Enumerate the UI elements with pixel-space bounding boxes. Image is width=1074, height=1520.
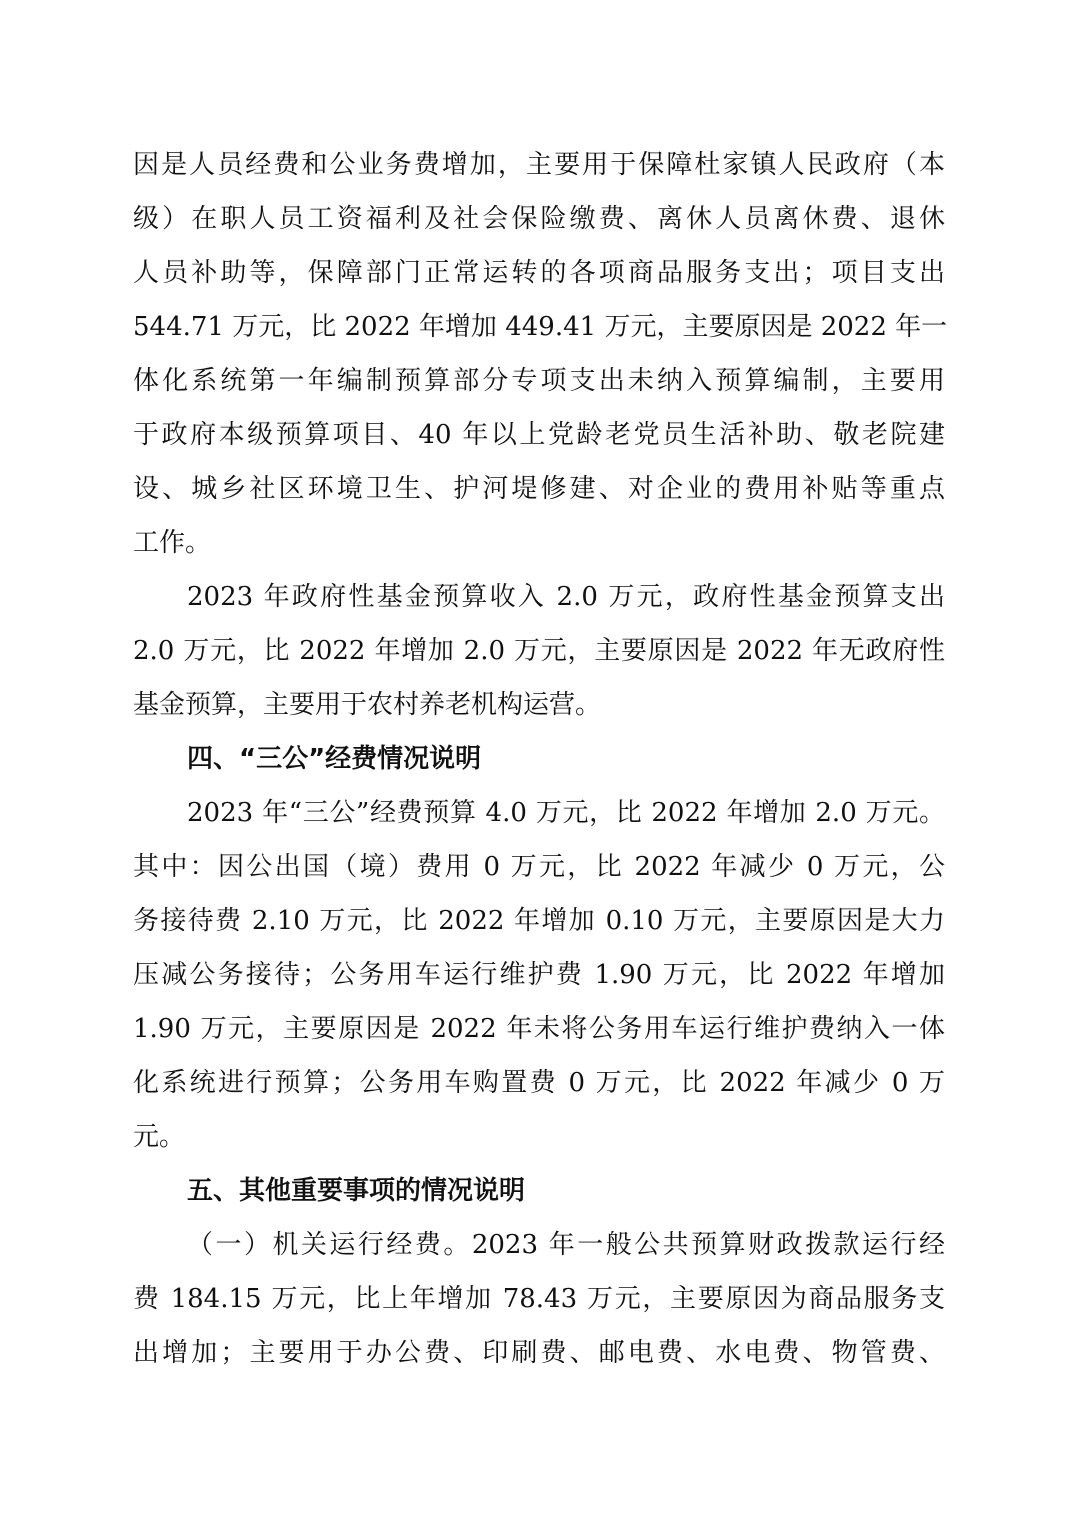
text-line: 出增加；主要用于办公费、印刷费、邮电费、水电费、物管费、 [133, 1338, 945, 1368]
text-line: 工作。 [133, 528, 212, 558]
text-line: 因是人员经费和公业务费增加，主要用于保障杜家镇人民政府（本 [133, 150, 945, 180]
text-line: 于政府本级预算项目、40 年以上党龄老党员生活补助、敬老院建 [133, 420, 945, 450]
text-line: 544.71 万元，比 2022 年增加 449.41 万元，主要原因是 2022 年一 [133, 312, 948, 342]
text-line: 元。 [133, 1122, 186, 1152]
text-line: （一）机关运行经费。2023 年一般公共预算财政拨款运行经 [187, 1230, 945, 1260]
section-heading: 四、“三公”经费情况说明 [187, 744, 482, 774]
section-heading: 五、其他重要事项的情况说明 [187, 1176, 526, 1206]
text-line: 2.0 万元，比 2022 年增加 2.0 万元，主要原因是 2022 年无政府性 [133, 636, 945, 666]
text-line: 设、城乡社区环境卫生、护河堤修建、对企业的费用补贴等重点 [133, 474, 945, 504]
text-line: 2023 年政府性基金预算收入 2.0 万元，政府性基金预算支出 [187, 582, 945, 612]
text-line: 体化系统第一年编制预算部分专项支出未纳入预算编制，主要用 [133, 366, 945, 396]
text-line: 费 184.15 万元，比上年增加 78.43 万元，主要原因为商品服务支 [133, 1284, 945, 1314]
text-line: 级）在职人员工资福利及社会保险缴费、离休人员离休费、退休 [133, 204, 945, 234]
text-line: 2023 年“三公”经费预算 4.0 万元，比 2022 年增加 2.0 万元。 [187, 798, 945, 828]
text-line: 1.90 万元，主要原因是 2022 年未将公务用车运行维护费纳入一体 [133, 1014, 945, 1044]
text-line: 其中：因公出国（境）费用 0 万元，比 2022 年减少 0 万元，公 [133, 852, 945, 882]
text-line: 化系统进行预算；公务用车购置费 0 万元，比 2022 年减少 0 万 [133, 1068, 945, 1098]
text-line: 压减公务接待；公务用车运行维护费 1.90 万元，比 2022 年增加 [133, 960, 945, 990]
text-line: 人员补助等，保障部门正常运转的各项商品服务支出；项目支出 [133, 258, 945, 288]
text-line: 基金预算，主要用于农村养老机构运营。 [133, 690, 602, 720]
text-line: 务接待费 2.10 万元，比 2022 年增加 0.10 万元，主要原因是大力 [133, 906, 945, 936]
